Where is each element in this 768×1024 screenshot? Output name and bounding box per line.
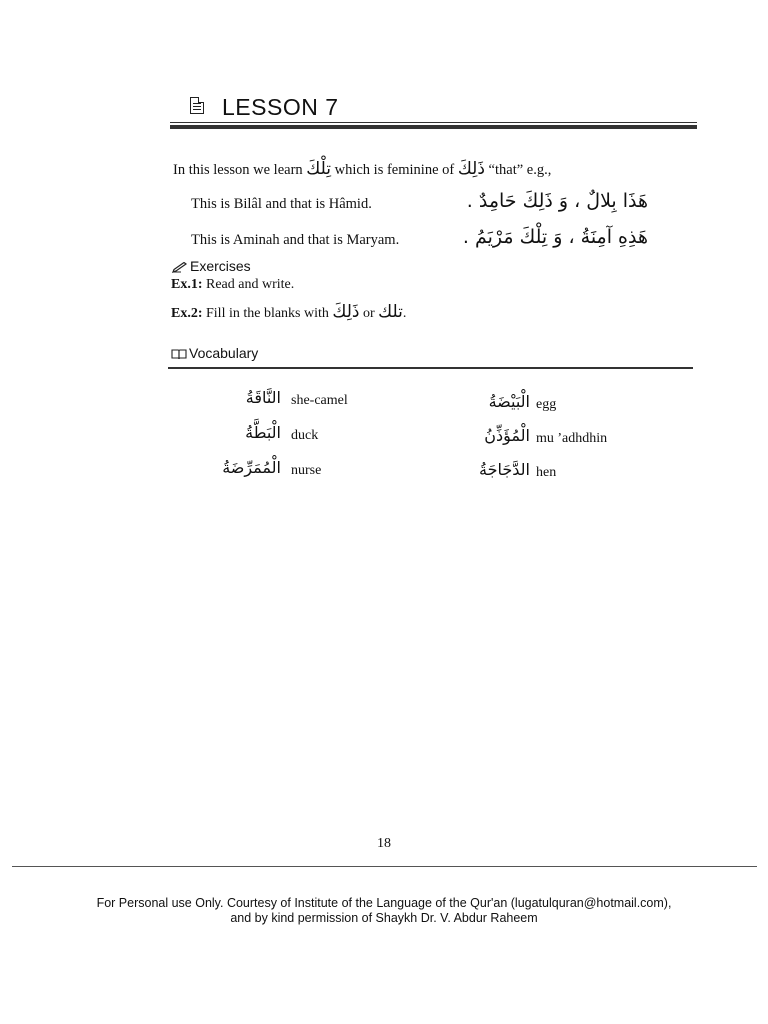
example-2-arabic: هَذِهِ آمِنَةُ ، وَ تِلْكَ مَرْيَمُ . — [462, 226, 648, 248]
vocabulary-heading — [171, 345, 258, 361]
exercise-2-or: or — [359, 306, 379, 321]
title-rule-thin — [170, 122, 697, 123]
example-2-english: This is Aminah and that is Maryam. — [191, 232, 400, 248]
vocab-right-1-english: egg — [536, 397, 557, 412]
vocab-left-3-arabic: الْمُمَرِّضَةُ — [222, 458, 281, 477]
vocab-right-2-english: mu ’adhdhin — [536, 431, 608, 446]
example-1-arabic: هَذَا بِلالٌ ، وَ ذَلِكَ حَامِدٌ . — [466, 190, 648, 212]
vocab-left-1-arabic: النَّاقَةُ — [245, 388, 281, 407]
intro-arabic-tilka: تِلْكَ — [306, 159, 331, 179]
vocab-right-3-arabic: الدَّجَاجَةُ — [479, 460, 530, 479]
footer-rule — [12, 866, 757, 867]
exercises-heading-label: Exercises — [190, 258, 251, 274]
book-icon — [171, 349, 187, 360]
intro-text-1: In this lesson we learn — [173, 162, 307, 178]
vocabulary-rule — [168, 367, 693, 369]
exercise-2-text: Fill in the blanks with — [202, 306, 333, 321]
page-number: 18 — [377, 836, 391, 851]
intro-arabic-dhalika: ذَلِكَ — [457, 159, 485, 179]
exercise-2-arabic-dhalika: ذَلِكَ — [332, 302, 360, 322]
document-icon — [190, 97, 204, 114]
footer-note — [0, 896, 768, 926]
footer-line-1: For Personal use Only. Courtesy of Institute of the Language of the Qur'an (lugatulquran@hotmail.com), — [96, 896, 672, 910]
exercise-2-arabic-tilka: تلك — [378, 302, 403, 322]
example-1-english: This is Bilâl and that is Hâmid. — [191, 196, 372, 212]
intro-text-3: “that” e.g., — [484, 162, 552, 178]
vocab-right-1-arabic: الْبَيْضَةُ — [488, 392, 530, 411]
exercise-1-text: Read and write. — [202, 277, 295, 292]
exercise-1-label: Ex.1: — [171, 277, 203, 292]
footer-line-2: and by kind permission of Shaykh Dr. V. Abdur Raheem — [230, 911, 538, 925]
exercise-1 — [171, 277, 294, 293]
exercise-2-label: Ex.2: — [171, 306, 203, 321]
exercises-heading — [172, 258, 251, 274]
vocab-right-2-arabic: الْمُؤَذِّنُ — [484, 426, 530, 445]
vocabulary-heading-label: Vocabulary — [189, 345, 259, 361]
vocab-left-3-english: nurse — [291, 463, 322, 478]
pencil-icon — [172, 262, 188, 273]
vocab-left-1-english: she-camel — [291, 393, 348, 408]
vocab-right-3-english: hen — [536, 465, 557, 480]
vocab-left-2-arabic: الْبَطَّةُ — [245, 423, 281, 442]
vocab-left-2-english: duck — [291, 428, 319, 443]
lesson-title: LESSON 7 — [222, 94, 339, 120]
exercise-2-end: . — [402, 306, 407, 321]
title-rule-thick — [170, 125, 697, 129]
intro-sentence — [173, 159, 551, 179]
exercise-2 — [171, 302, 406, 322]
intro-text-2: which is feminine of — [330, 162, 458, 178]
